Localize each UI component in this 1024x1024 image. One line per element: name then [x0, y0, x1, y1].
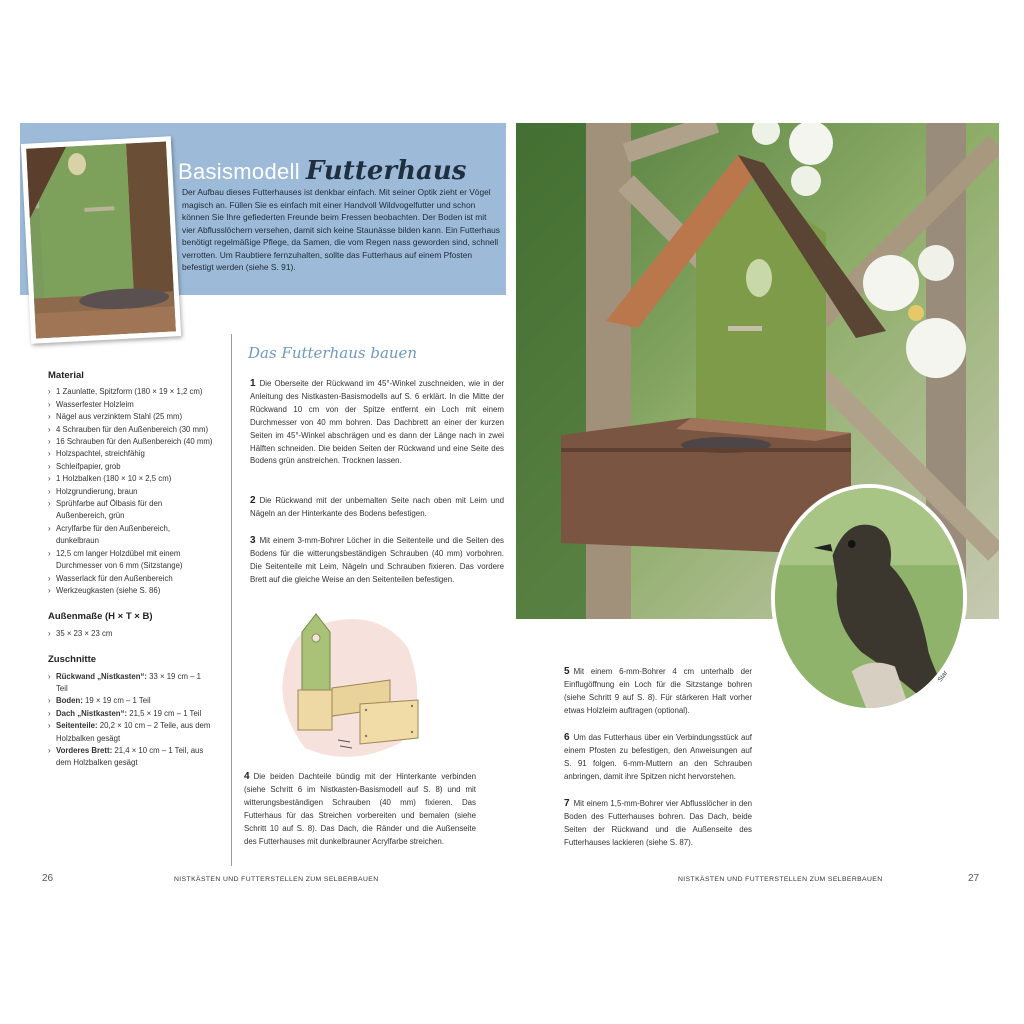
step-6: [564, 732, 752, 784]
page-number-right: 27: [968, 873, 980, 884]
list-item: [48, 720, 213, 745]
column-divider: [231, 334, 232, 866]
list-item: › Wasserlack für den Außenbereich: [48, 573, 213, 585]
cut-text: 33 × 19 cm – 1 Teil: [56, 671, 201, 693]
list-item: › 16 Schrauben für den Außenbereich (40 mm): [48, 436, 213, 448]
material-heading: Material: [48, 370, 84, 381]
step-text: Mit einem 3-mm-Bohrer Löcher in die Seitenteile und die Seiten des Bodens für die witterungsbeständigen Schrauben (40 mm) vorbohren. Die Seitenteile mit Leim, Nägeln und Schrauben fixieren. Das vordere Brett auf die gleiche Weise an den Seitenteilen befestigen.: [250, 536, 504, 584]
material-list: [48, 386, 213, 597]
step-number: 2: [250, 495, 256, 506]
step-text: Die beiden Dachteile bündig mit der Hinterkante verbinden (siehe Schritt 6 im Nistkasten-Basismodell auf S. 8) und mit witterungsbeständigen Schrauben (40 mm) fixieren. Das Futterhaus für das Streichen vorbereiten und bemalen (siehe Schritt 10 auf S. 8). Das Dach, die Ränder und die Außenseite des Futterhauses mit dunkelbrauner Acrylfarbe streichen.: [244, 772, 476, 846]
cut-text: 21,5 × 19 cm – 1 Teil: [127, 708, 202, 718]
cut-label: Boden:: [56, 696, 83, 706]
list-item: › Nägel aus verzinktem Stahl (25 mm): [48, 411, 213, 423]
step-text: Mit einem 6-mm-Bohrer 4 cm unterhalb der Einflugöffnung ein Loch für die Sitzstange bohren (siehe Schritt 9 auf S. 8). Für stärkeren Halt vorher etwas Holzleim auftragen (optional).: [564, 667, 752, 715]
list-item: [48, 708, 213, 720]
list-item: › 1 Zaunlatte, Spitzform (180 × 19 × 1,2 cm): [48, 386, 213, 398]
cut-label: Vorderes Brett:: [56, 745, 113, 755]
step-text: Die Oberseite der Rückwand im 45°-Winkel zuschneiden, wie in der Anleitung des Nistkasten-Basismodells auf S. 6 erklärt. In die Mitte der Rückwand 10 cm von der Spitze entfernt ein Loch mit einem Durchmesser von 40 mm bohren. Das Dachbrett an einer der kurzen Seiten im 45°-Winkel abschrägen und es dann der Länge nach in zwei Hälften schneiden. Die beiden Seiten der Rückwand und eine Seite des Bodens grün anstreichen. Trocknen lassen.: [250, 379, 504, 466]
cuts-heading: Zuschnitte: [48, 654, 97, 666]
list-item: › Schleifpapier, grob: [48, 461, 213, 473]
footer-text-left: NISTKÄSTEN UND FUTTERSTELLEN ZUM SELBERBAUEN: [174, 876, 379, 883]
page-number-left: 26: [42, 873, 54, 884]
step-number: 6: [564, 732, 570, 743]
title-part2: Futterhaus: [305, 156, 467, 186]
cut-label: Rückwand „Nistkasten“:: [56, 671, 147, 681]
step-1: [250, 378, 504, 468]
step-7: [564, 798, 752, 850]
footer-text-right: NISTKÄSTEN UND FUTTERSTELLEN ZUM SELBERBAUEN: [678, 876, 883, 883]
list-item: › Werkzeugkasten (siehe S. 86): [48, 585, 213, 597]
step-number: 7: [564, 798, 570, 809]
cut-label: Seitenteile:: [56, 721, 98, 731]
list-item: › Holzgrundierung, braun: [48, 486, 213, 498]
step-text: Mit einem 1,5-mm-Bohrer vier Abflusslöcher in den Boden des Futterhauses bohren. Das Dach, beide Seiten der Rückwand und die Außenseite des Futterhauses lackieren (siehe S. 87).: [564, 799, 752, 847]
sidebar: [48, 370, 213, 784]
title-part1: Basismodell: [178, 159, 300, 184]
intro-text: Der Aufbau dieses Futterhauses ist denkbar einfach. Mit seiner Optik zieht er Vögel magisch an. Füllen Sie es einfach mit einer Handvoll Wildvogelfutter und schon können Sie Ihre gefiederten Freunde beim Fressen beobachten. Der Boden ist mit vier Abflusslöchern versehen, damit sich keine Staunässe bilden kann. Ein Futterhaus benötigt regelmäßige Pflege, da Samen, die vom Regen nass geworden sind, schnell verrotten. Um Raubtiere fernzuhalten, sollte das Futterhaus auf einem Pfosten befestigt werden (siehe S. 91).: [182, 187, 500, 272]
page-title: [178, 156, 466, 186]
list-item: [48, 745, 213, 770]
step-4: [244, 771, 476, 848]
step-number: 1: [250, 378, 256, 389]
list-item: › 35 × 23 × 23 cm: [48, 628, 213, 640]
list-item: › 4 Schrauben für den Außenbereich (30 mm): [48, 424, 213, 436]
cut-text: 19 × 19 cm – 1 Teil: [82, 696, 151, 706]
list-item: › Acrylfarbe für den Außenbereich, dunkelbraun: [48, 523, 213, 548]
step-text: Die Rückwand mit der unbemalten Seite nach oben mit Leim und Nägeln an der Hinterkante des Bodens befestigen.: [250, 496, 504, 518]
step-2: [250, 495, 504, 521]
bird-caption: Star: [936, 669, 950, 684]
cut-text: 21,4 × 10 cm – 1 Teil, aus dem Holzbalken gesägt: [56, 745, 204, 768]
list-item: › Holzspachtel, streichfähig: [48, 448, 213, 460]
cut-text: 20,2 × 10 cm – 2 Teile, aus dem Holzbalken gesägt: [56, 721, 211, 743]
step-text: Um das Futterhaus über ein Verbindungsstück auf einem Pfosten zu befestigen, den Anweisungen auf S. 91 folgen. 6-mm-Muttern an den Schrauben anbringen, damit ihre Spitzen nicht hervorstehen.: [564, 733, 752, 781]
step-5: [564, 666, 752, 718]
list-item: [48, 671, 213, 696]
steps-title: Das Futterhaus bauen: [248, 344, 418, 362]
list-item: › 1 Holzbalken (180 × 10 × 2,5 cm): [48, 473, 213, 485]
list-item: › Sprühfarbe auf Ölbasis für den Außenbereich, grün: [48, 498, 213, 523]
step-number: 3: [250, 535, 256, 546]
step-3: [250, 535, 504, 587]
step-number: 5: [564, 666, 570, 677]
cuts-list: [48, 671, 213, 770]
dimensions-list: [48, 628, 213, 640]
assembly-diagram: [280, 608, 430, 758]
feeder-thumbnail-photo: [21, 136, 181, 344]
step-number: 4: [244, 771, 250, 782]
list-item: [48, 695, 213, 707]
list-item: › Wasserfester Holzleim: [48, 399, 213, 411]
cut-label: Dach „Nistkasten“:: [56, 708, 128, 718]
list-item: › 12,5 cm langer Holzdübel mit einem Durchmesser von 6 mm (Sitzstange): [48, 548, 213, 573]
dimensions-heading: Außenmaße (H × T × B): [48, 611, 153, 623]
